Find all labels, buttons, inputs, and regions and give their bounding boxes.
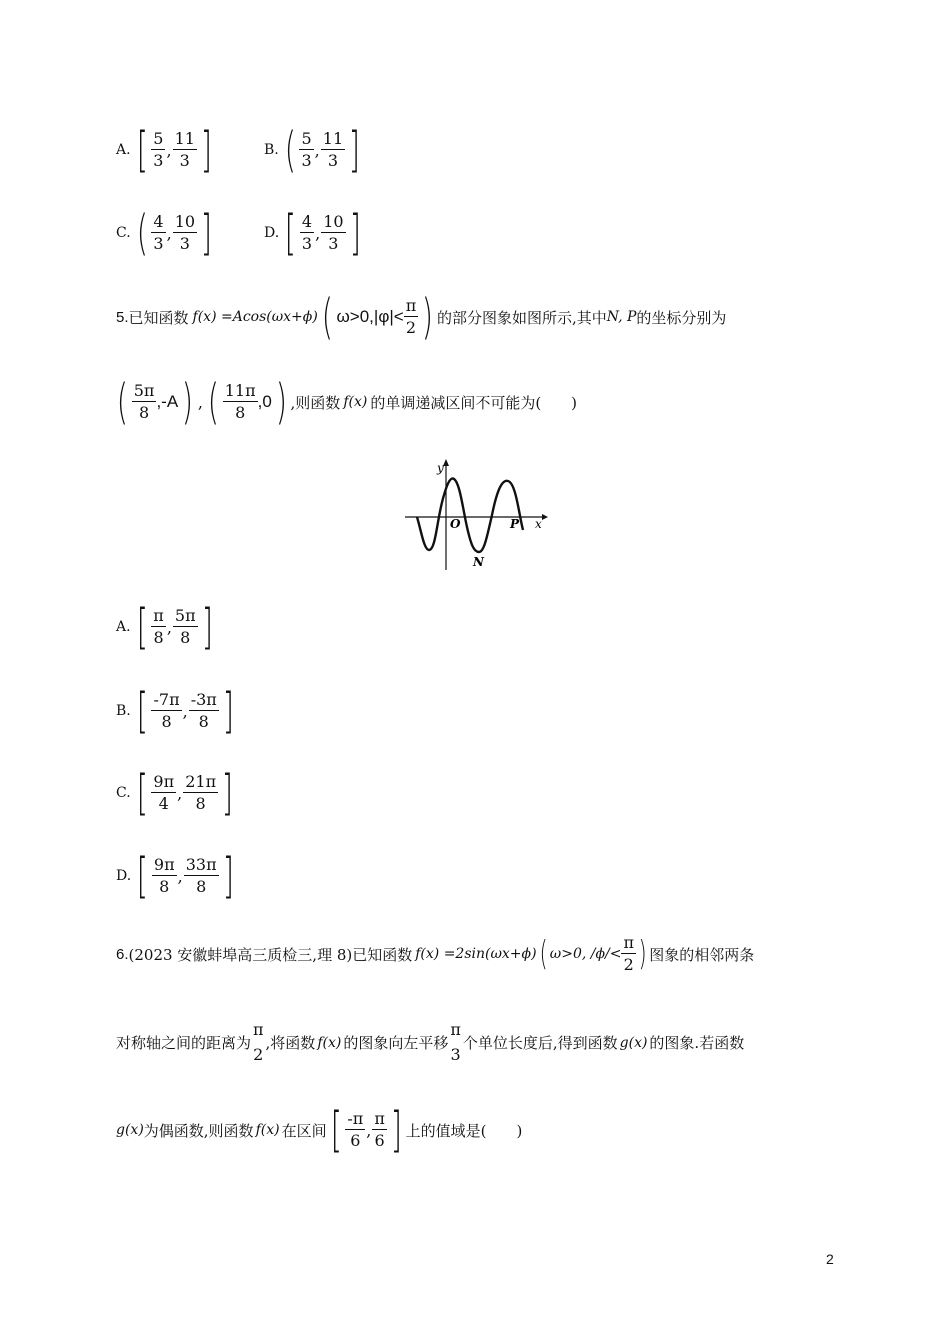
fraction: $\frac{\pi}{2}$	[405, 296, 417, 337]
option-label: D.	[264, 225, 280, 241]
fraction: $\frac{\pi}{8}$	[153, 606, 164, 647]
y-axis-arrow	[443, 459, 449, 466]
left-bracket: (	[284, 122, 296, 178]
question-number: 6.	[116, 945, 129, 963]
label-x: x	[535, 517, 542, 531]
q5-stem-line1: 5. 已知函数 f(x) =Acos(ωx+ϕ) ( ω>0,|φ|< $\frac{\pi}{2}$ ) 的部分图象如图所示,其中 N, P 的坐标分别为	[116, 289, 727, 345]
fraction: $\frac{-7\pi}{8}$	[153, 690, 180, 731]
fraction: $\frac{9\pi}{8}$	[153, 855, 175, 896]
fraction: $\frac{4}{3}$	[153, 212, 164, 253]
q5-option-b: B. [ $\frac{-7\pi}{8}$ , $\frac{-3\pi}{8}$ ]	[116, 683, 234, 739]
option-label: B.	[264, 142, 279, 158]
fraction: $\frac{-3\pi}{8}$	[190, 690, 217, 731]
label-n: N	[473, 555, 484, 569]
q6-stem-line1: 6. (2023 安徽蚌埠高三质检三,理 8)已知函数 f(x) =2sin(ωx+ϕ) ( ω>0, /ϕ/< $\frac{\pi}{2}$ ) 图象的相邻两条	[116, 933, 755, 974]
condition: ω>0, /ϕ/<	[549, 946, 622, 962]
option-label: A.	[116, 619, 131, 635]
fraction: $\frac{5\pi}{8}$	[174, 606, 196, 647]
condition: ω>0,|φ|<	[336, 307, 404, 326]
right-bracket: ]	[348, 122, 361, 178]
option-label: C.	[116, 785, 131, 801]
option-label: A.	[116, 142, 131, 158]
fraction: $\frac{9\pi}{4}$	[153, 772, 175, 813]
left-bracket: (	[136, 205, 148, 261]
fraction: $\frac{11}{3}$	[322, 129, 344, 170]
q4-option-d: D. [ $\frac{4}{3}$ , $\frac{10}{3}$ ]	[264, 205, 361, 261]
option-label: B.	[116, 703, 131, 719]
q5-option-a: A. [ $\frac{\pi}{8}$ , $\frac{5\pi}{8}$ ]	[116, 599, 213, 655]
fraction: $\frac{21\pi}{8}$	[185, 772, 217, 813]
question-number: 5.	[116, 308, 129, 326]
q4-option-b: B. ( $\frac{5}{3}$ , $\frac{11}{3}$ ]	[264, 122, 361, 178]
page-number: 2	[826, 1251, 834, 1267]
fraction: $\frac{-\pi}{6}$	[347, 1109, 364, 1150]
point-n-tail: ,-A	[156, 392, 179, 411]
fraction: $\frac{10}{3}$	[174, 212, 196, 253]
q5-stem-line2: ( $\frac{5\pi}{8}$ ,-A ) , ( $\frac{11\pi}{8}$ ,0 ) ,则函数 f(x) 的单调递减区间不可能为( )	[116, 374, 578, 430]
fraction: $\frac{\pi}{2}$	[623, 933, 634, 974]
right-bracket: ]	[200, 122, 212, 178]
label-y: y	[437, 461, 444, 475]
fraction: $\frac{4}{3}$	[301, 212, 313, 253]
right-bracket: ]	[200, 205, 213, 261]
q5-option-d: D. [ $\frac{9\pi}{8}$ , $\frac{33\pi}{8}$ ]	[116, 848, 234, 904]
q4-option-c: C. ( $\frac{4}{3}$ , $\frac{10}{3}$ ]	[116, 205, 213, 261]
left-bracket: [	[284, 205, 297, 261]
label-o: O	[450, 517, 461, 531]
fraction: $\frac{5\pi}{8}$	[133, 381, 155, 422]
curve	[417, 479, 523, 552]
fraction: $\frac{5}{3}$	[301, 129, 312, 170]
q6-stem-line2: 对称轴之间的距离为 π 2 ,将函数 f(x) 的图象向左平移 π 3 个单位长度后,得到函数 g(x) 的图象.若函数	[116, 1020, 745, 1064]
function-expression: f(x) =2sin(ωx+ϕ)	[415, 946, 537, 962]
fraction: $\frac{\pi}{6}$	[374, 1109, 385, 1150]
option-label: D.	[116, 868, 132, 884]
function-expression: f(x) =Acos(ωx+ϕ)	[192, 309, 318, 325]
option-label: C.	[116, 225, 131, 241]
q5-option-c: C. [ $\frac{9\pi}{4}$ , $\frac{21\pi}{8}$ ]	[116, 765, 234, 821]
q4-option-a: A. [ $\frac{5}{3}$ , $\frac{11}{3}$ ]	[116, 122, 212, 178]
fraction: $\frac{11\pi}{8}$	[224, 381, 256, 422]
fraction: $\frac{10}{3}$	[323, 212, 344, 253]
q6-stem-line3: g(x) 为偶函数,则函数 f(x) 在区间 [ $\frac{-\pi}{6}$ , $\frac{\pi}{6}$ ] 上的值域是( )	[116, 1102, 523, 1158]
point-p-tail: ,0	[257, 392, 272, 411]
fraction: π 2	[253, 1020, 264, 1064]
fraction: π 3	[450, 1020, 461, 1064]
right-bracket: ]	[349, 205, 361, 261]
x-axis-arrow	[542, 514, 548, 520]
fraction: $\frac{5}{3}$	[153, 129, 164, 170]
cosine-graph	[400, 455, 560, 570]
left-bracket: [	[136, 122, 148, 178]
label-p: P	[510, 517, 520, 531]
fraction: $\frac{11}{3}$	[174, 129, 195, 170]
fraction: $\frac{33\pi}{8}$	[185, 855, 217, 896]
